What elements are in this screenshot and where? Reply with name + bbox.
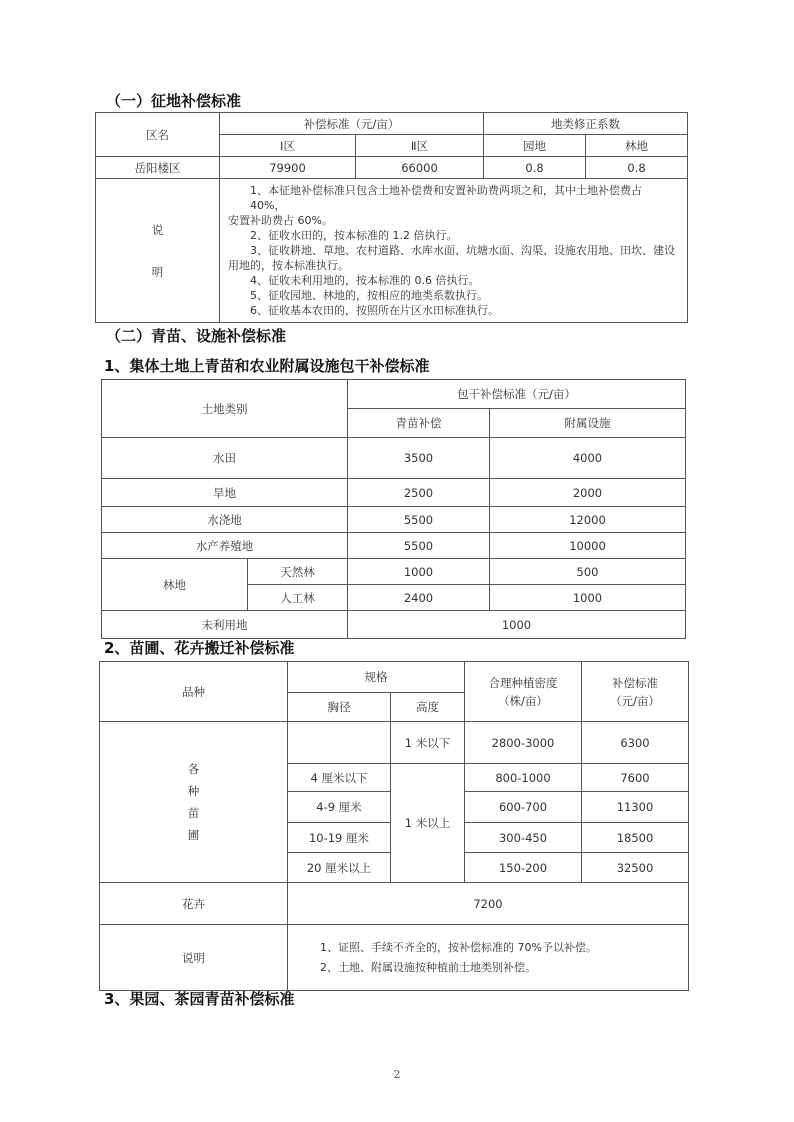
header-height: 高度 [391,693,465,722]
nursery-relocation-table [99,661,689,991]
cell-density: 150-200 [465,853,582,883]
table-row [100,883,689,925]
table-2-heading: 1、集体土地上青苗和农业附属设施包干补偿标准 [104,357,430,375]
table-row [102,611,686,639]
notes-label-char: 明 [151,264,164,279]
cell-notes-label: 说明 [100,925,288,991]
cell-diameter [288,722,391,764]
header-compensation-standard [582,662,689,722]
header-region: 区名 [96,113,220,157]
header-forest: 林地 [586,135,688,157]
header-variety: 品种 [100,662,288,722]
cell-unused-land: 未利用地 [102,611,348,639]
cell-diameter: 20 厘米以上 [288,853,391,883]
cell-facility: 10000 [490,533,686,559]
header-density-line: 合理种植密度 [488,675,558,690]
header-land-type: 土地类别 [102,380,348,438]
nursery-char: 圃 [187,828,200,842]
cell-garden: 0.8 [484,157,586,179]
cell-nursery-label [100,722,288,883]
cell-land-type: 水浇地 [102,507,348,533]
cell-forest-land: 林地 [102,559,248,611]
cell-density: 2800-3000 [465,722,582,764]
table-row [102,559,686,585]
header-garden: 园地 [484,135,586,157]
note-line: 1、证照、手续不齐全的，按补偿标准的 70%予以补偿。 [320,940,597,954]
cell-facility: 1000 [490,585,686,611]
note-line: 1、本征地补偿标准只包含土地补偿费和安置补助费两项之和，其中土地补偿费占 40%， [250,184,642,212]
header-lump-sum-standard: 包干补偿标准（元/亩） [348,380,686,409]
header-density-line: （株/亩） [498,693,548,708]
cell-facility: 2000 [490,479,686,507]
table-row [102,533,686,559]
header-zone-1: Ⅰ区 [220,135,356,157]
note-line: 安置补助费占 60%。 [228,214,333,227]
crops-facilities-table [101,379,686,639]
page-number: 2 [393,1068,401,1081]
nursery-char: 种 [187,784,200,798]
cell-density: 600-700 [465,792,582,823]
cell-diameter: 4 厘米以下 [288,764,391,792]
cell-density: 300-450 [465,823,582,853]
cell-crop: 1000 [348,559,490,585]
header-facility: 附属设施 [490,409,686,438]
cell-flowers-value: 7200 [288,883,689,925]
note-line: 6、征收基本农田的，按照所在片区水田标准执行。 [250,304,499,317]
cell-standard: 6300 [582,722,689,764]
cell-crop: 2500 [348,479,490,507]
cell-height: 1 米以下 [391,722,465,764]
section-1-heading: （一）征地补偿标准 [106,92,242,110]
header-zone-2: Ⅱ区 [356,135,484,157]
header-land-type-coefficient: 地类修正系数 [484,113,688,135]
cell-crop: 5500 [348,533,490,559]
note-line: 用地的，按本标准执行。 [228,259,349,272]
table-row [102,479,686,507]
cell-land-type: 旱地 [102,479,348,507]
cell-standard: 11300 [582,792,689,823]
cell-natural-forest: 天然林 [248,559,348,585]
cell-flowers-label: 花卉 [100,883,288,925]
note-line: 2、土地、附属设施按种植前土地类别补偿。 [320,960,536,974]
cell-diameter: 10-19 厘米 [288,823,391,853]
cell-zone-2: 66000 [356,157,484,179]
cell-crop: 2400 [348,585,490,611]
header-compensation-standard: 补偿标准（元/亩） [220,113,484,135]
section-2-heading: （二）青苗、设施补偿标准 [106,327,287,345]
notes-content [220,179,688,323]
table-row [100,722,689,764]
cell-facility: 500 [490,559,686,585]
notes-label [96,179,220,323]
cell-standard: 18500 [582,823,689,853]
cell-standard: 7600 [582,764,689,792]
section-3-heading: 3、果园、茶园青苗补偿标准 [104,990,295,1008]
notes-label-char: 说 [151,222,164,237]
cell-density: 800-1000 [465,764,582,792]
cell-crop: 5500 [348,507,490,533]
header-std-line: （元/亩） [610,693,660,708]
header-specification: 规格 [288,662,465,693]
cell-region: 岳阳楼区 [96,157,220,179]
cell-zone-1: 79900 [220,157,356,179]
table-row [102,507,686,533]
note-line: 4、征收未利用地的，按本标准的 0.6 倍执行。 [250,274,480,287]
cell-land-type: 水产养殖地 [102,533,348,559]
header-crop-compensation: 青苗补偿 [348,409,490,438]
nursery-char: 各 [187,762,200,776]
land-acquisition-table [95,112,688,323]
header-diameter: 胸径 [288,693,391,722]
table-row [102,438,686,479]
cell-height-above: 1 米以上 [391,764,465,883]
table-3-heading: 2、苗圃、花卉搬迁补偿标准 [104,639,295,657]
note-line: 5、征收园地、林地的，按相应的地类系数执行。 [250,289,488,302]
cell-forest: 0.8 [586,157,688,179]
table-row [96,157,688,179]
cell-diameter: 4-9 厘米 [288,792,391,823]
note-line: 3、征收耕地、草地、农村道路、水库水面、坑塘水面、沟渠、设施农用地、田坎、建设 [250,244,675,257]
cell-facility: 12000 [490,507,686,533]
cell-unused-value: 1000 [348,611,686,639]
header-planting-density [465,662,582,722]
cell-planted-forest: 人工林 [248,585,348,611]
cell-standard: 32500 [582,853,689,883]
cell-facility: 4000 [490,438,686,479]
header-std-line: 补偿标准 [612,675,658,690]
note-line: 2、征收水田的，按本标准的 1.2 倍执行。 [250,229,458,242]
nursery-char: 苗 [187,806,200,820]
cell-crop: 3500 [348,438,490,479]
cell-notes-content [288,925,689,991]
cell-land-type: 水田 [102,438,348,479]
